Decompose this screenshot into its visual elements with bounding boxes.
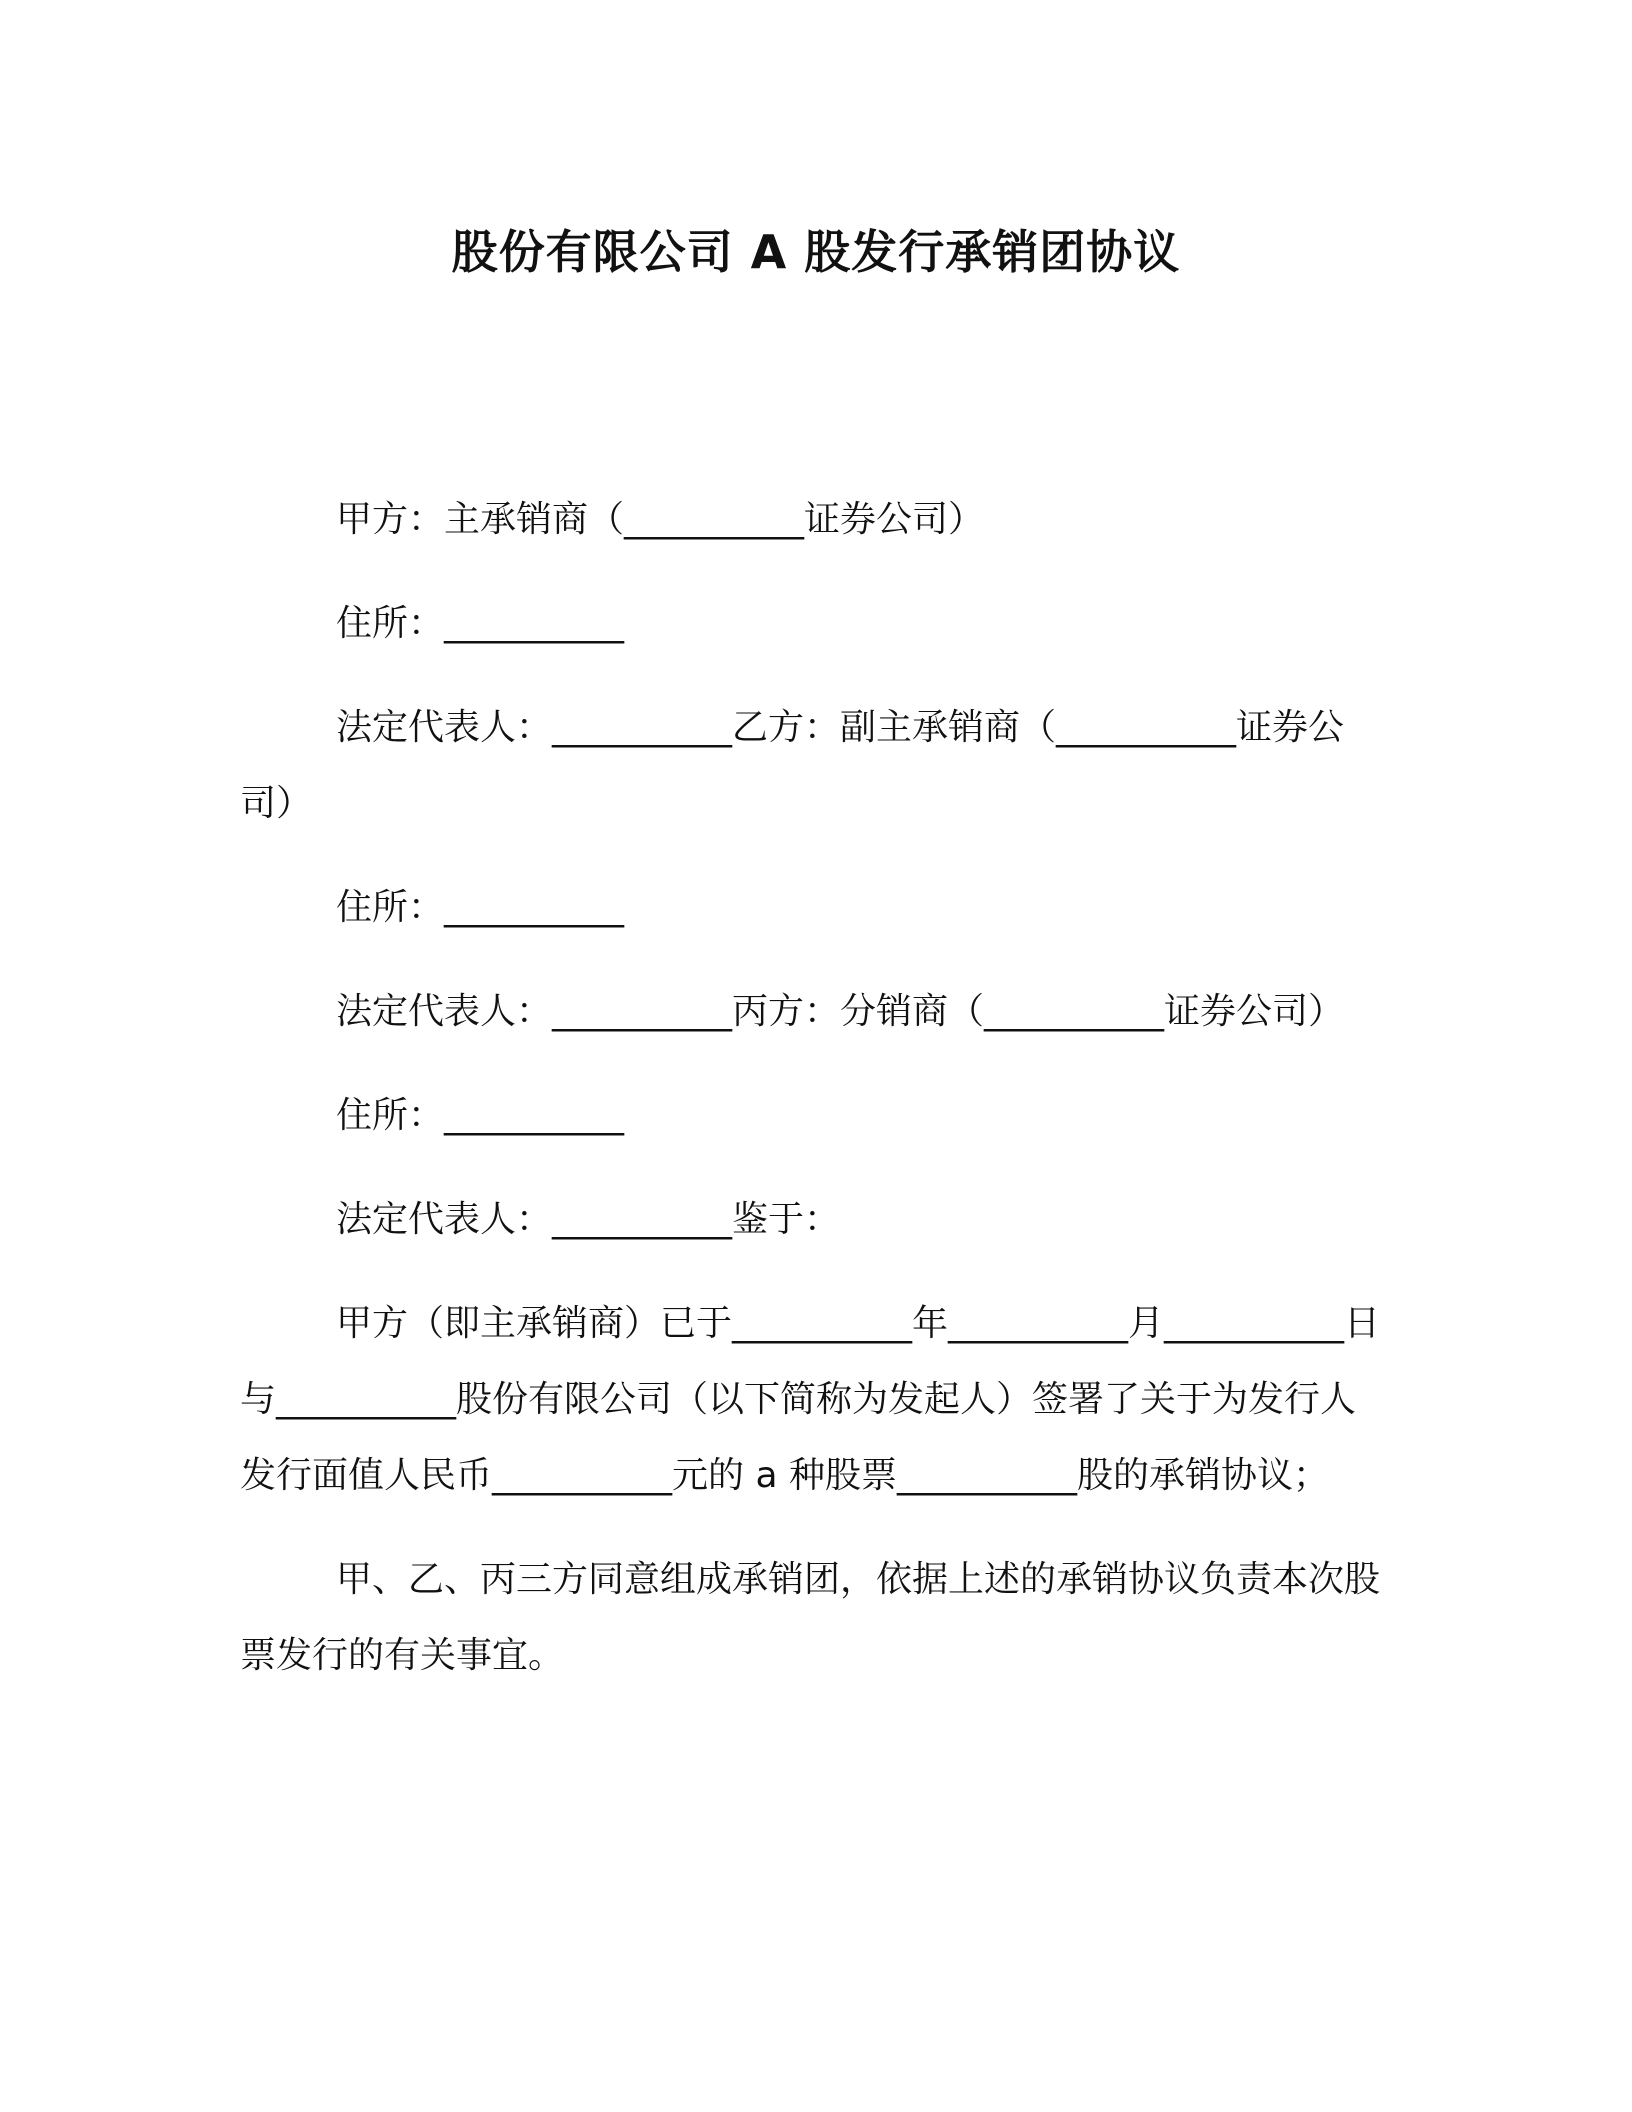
party-a-representative-and-party-b: 法定代表人：__________乙方：副主承销商（__________证券公司） — [240, 707, 1345, 824]
party-b-representative-and-party-c: 法定代表人：__________丙方：分销商（__________证券公司） — [336, 991, 1345, 1032]
document-body — [240, 482, 1380, 1722]
whereas-paragraph: 甲方（即主承销商）已于__________年__________月__________日与__________股份有限公司（以下简称为发起人）签署了关于为发行人发行面值人民币__________元的 a 种股票__________股的承销协议； — [240, 1303, 1381, 1496]
party-c-address: 住所：__________ — [336, 1095, 625, 1136]
document-title: 股份有限公司 A 股发行承销团协议 — [451, 225, 1181, 279]
agreement-paragraph: 甲、乙、丙三方同意组成承销团，依据上述的承销协议负责本次股票发行的有关事宜。 — [240, 1559, 1381, 1676]
party-b-address: 住所：__________ — [336, 887, 625, 928]
party-c-representative-and-whereas: 法定代表人：__________鉴于： — [336, 1199, 841, 1240]
party-a-line: 甲方：主承销商（__________证券公司） — [336, 499, 985, 540]
party-a-address: 住所：__________ — [336, 603, 625, 644]
